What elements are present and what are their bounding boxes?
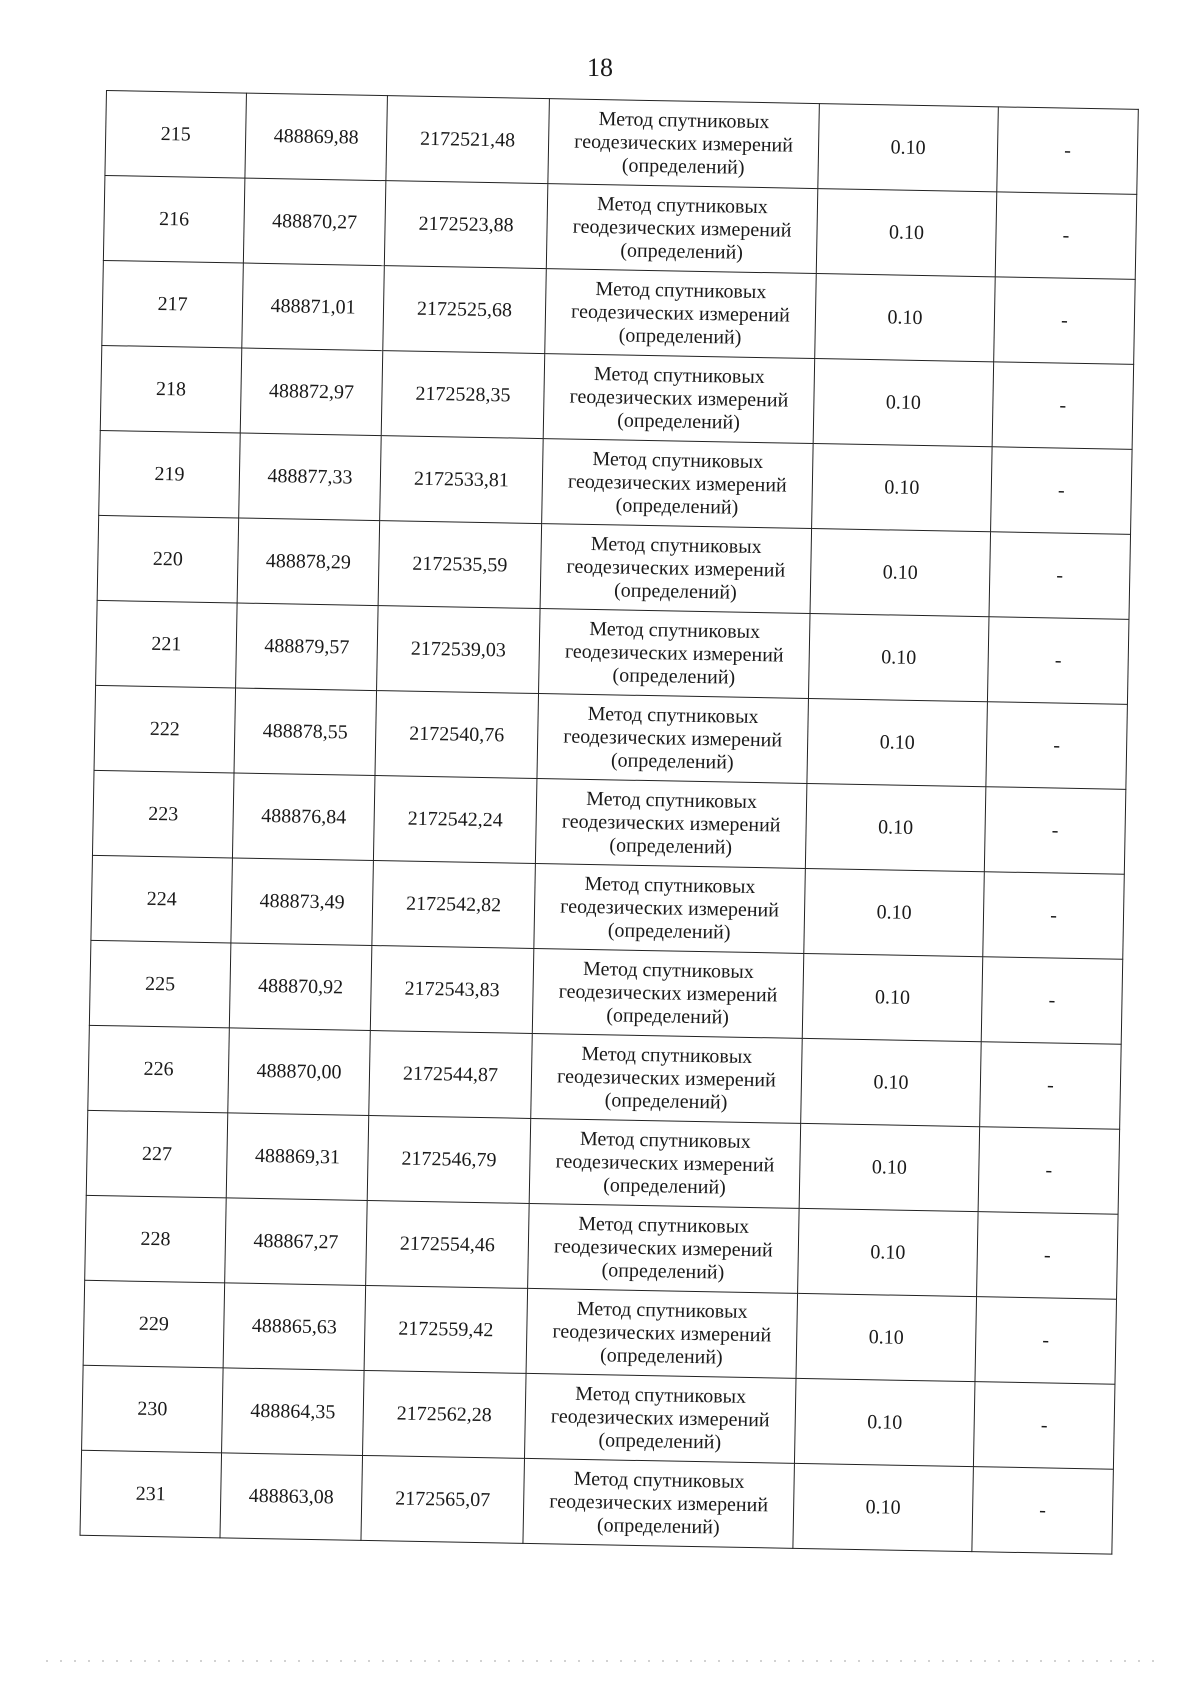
method-cell: [534, 863, 806, 953]
accuracy-cell: 0.10: [818, 104, 999, 192]
method-line: геодезических измерений: [552, 1319, 772, 1346]
x-coordinate-cell: 488878,29: [237, 518, 380, 606]
coordinates-table: [80, 90, 1139, 1555]
y-coordinate-cell: 2172544,87: [369, 1031, 533, 1119]
method-line: Метод спутниковых: [595, 277, 767, 303]
y-coordinate-cell: 2172554,46: [366, 1200, 530, 1288]
method-cell: [526, 1288, 798, 1378]
method-line: геодезических измерений: [549, 1489, 769, 1516]
y-coordinate-cell: 2172528,35: [381, 351, 545, 439]
x-coordinate-cell: 488879,57: [236, 603, 379, 691]
method-line: геодезических измерений: [563, 724, 783, 751]
point-number-cell: 224: [91, 855, 233, 943]
method-cell: [548, 99, 820, 189]
method-line: (определений): [618, 323, 742, 349]
method-line: геодезических измерений: [569, 385, 789, 412]
x-coordinate-cell: 488870,92: [229, 943, 372, 1031]
accuracy-cell: 0.10: [799, 1123, 980, 1211]
note-cell: -: [992, 362, 1134, 450]
y-coordinate-cell: 2172533,81: [380, 436, 544, 524]
scan-noise-line: [40, 1660, 1160, 1662]
method-line: Метод спутниковых: [590, 532, 762, 558]
method-cell: [545, 269, 817, 359]
accuracy-cell: 0.10: [801, 1038, 982, 1126]
method-cell: [535, 779, 807, 869]
y-coordinate-cell: 2172543,83: [370, 946, 534, 1034]
point-number-cell: 215: [105, 91, 247, 179]
x-coordinate-cell: 488863,08: [220, 1453, 363, 1541]
accuracy-cell: 0.10: [808, 613, 989, 701]
method-line: (определений): [620, 238, 744, 264]
point-number-cell: 231: [80, 1450, 222, 1538]
accuracy-cell: 0.10: [807, 698, 988, 786]
x-coordinate-cell: 488872,97: [240, 348, 383, 436]
coordinates-table-body: [80, 91, 1138, 1555]
method-line: геодезических измерений: [570, 300, 791, 327]
method-line: (определений): [604, 1088, 728, 1114]
note-cell: -: [994, 277, 1136, 365]
method-line: (определений): [598, 1428, 722, 1453]
method-line: геодезических измерений: [564, 640, 784, 667]
method-line: Метод спутниковых: [586, 787, 758, 813]
method-cell: [539, 609, 811, 699]
accuracy-cell: 0.10: [813, 359, 994, 447]
method-cell: [546, 184, 818, 274]
method-line: Метод спутниковых: [584, 872, 756, 898]
y-coordinate-cell: 2172562,28: [363, 1370, 527, 1458]
note-cell: -: [997, 107, 1139, 195]
method-line: (определений): [613, 578, 737, 604]
method-line: (определений): [601, 1258, 725, 1284]
method-line: геодезических измерений: [566, 555, 786, 582]
point-number-cell: 222: [94, 685, 236, 773]
point-number-cell: 217: [102, 260, 244, 348]
method-line: (определений): [615, 493, 739, 519]
method-line: геодезических измерений: [558, 979, 778, 1006]
y-coordinate-cell: 2172539,03: [377, 606, 541, 694]
point-number-cell: 220: [97, 515, 239, 603]
x-coordinate-cell: 488876,84: [232, 773, 375, 861]
method-line: геодезических измерений: [574, 130, 794, 157]
method-cell: [540, 524, 812, 614]
y-coordinate-cell: 2172542,24: [373, 776, 537, 864]
x-coordinate-cell: 488877,33: [239, 433, 382, 521]
note-cell: -: [973, 1382, 1115, 1470]
x-coordinate-cell: 488878,55: [234, 688, 377, 776]
page-number: 18: [587, 53, 613, 82]
point-number-cell: 229: [83, 1280, 225, 1368]
method-line: геодезических измерений: [555, 1149, 775, 1176]
method-line: (определений): [610, 748, 734, 774]
accuracy-cell: 0.10: [798, 1208, 979, 1296]
method-line: Метод спутниковых: [593, 362, 765, 388]
accuracy-cell: 0.10: [796, 1293, 977, 1381]
method-line: Метод спутниковых: [587, 702, 759, 728]
method-line: Метод спутниковых: [582, 957, 755, 983]
x-coordinate-cell: 488870,00: [228, 1028, 371, 1116]
y-coordinate-cell: 2172521,48: [386, 96, 550, 184]
method-line: геодезических измерений: [556, 1064, 777, 1091]
note-cell: -: [977, 1212, 1119, 1300]
method-line: Метод спутниковых: [581, 1042, 753, 1068]
y-coordinate-cell: 2172565,07: [361, 1455, 525, 1543]
note-cell: -: [991, 447, 1133, 535]
method-line: Метод спутниковых: [579, 1127, 751, 1153]
method-line: геодезических измерений: [567, 470, 787, 497]
method-cell: [543, 354, 815, 444]
note-cell: -: [983, 872, 1125, 960]
point-number-cell: 223: [92, 770, 234, 858]
method-line: (определений): [607, 918, 731, 944]
method-line: Метод спутниковых: [573, 1467, 745, 1493]
method-line: Метод спутниковых: [576, 1297, 748, 1323]
accuracy-cell: 0.10: [812, 444, 993, 532]
y-coordinate-cell: 2172559,42: [364, 1285, 528, 1373]
note-cell: -: [995, 192, 1137, 280]
point-number-cell: 228: [85, 1195, 227, 1283]
note-cell: -: [980, 1042, 1122, 1130]
method-line: геодезических измерений: [553, 1234, 773, 1261]
x-coordinate-cell: 488867,27: [225, 1198, 368, 1286]
note-cell: -: [975, 1297, 1117, 1385]
coordinates-table-wrapper: [80, 90, 1138, 1555]
point-number-cell: 225: [89, 940, 231, 1028]
point-number-cell: 216: [103, 175, 245, 263]
note-cell: -: [989, 532, 1131, 620]
method-line: Метод спутниковых: [598, 107, 770, 133]
method-line: Метод спутниковых: [578, 1212, 750, 1238]
method-line: геодезических измерений: [572, 215, 792, 242]
method-cell: [532, 948, 804, 1038]
x-coordinate-cell: 488865,63: [223, 1283, 366, 1371]
accuracy-cell: 0.10: [805, 783, 986, 871]
method-cell: [537, 694, 809, 784]
method-cell: [531, 1033, 803, 1123]
note-cell: -: [978, 1127, 1120, 1215]
y-coordinate-cell: 2172523,88: [384, 181, 548, 269]
y-coordinate-cell: 2172525,68: [383, 266, 547, 354]
method-line: Метод спутниковых: [592, 447, 764, 473]
method-cell: [542, 439, 814, 529]
x-coordinate-cell: 488869,31: [226, 1113, 369, 1201]
method-line: (определений): [609, 833, 733, 859]
method-line: геодезических измерений: [560, 894, 780, 921]
point-number-cell: 226: [88, 1025, 230, 1113]
note-cell: -: [986, 702, 1128, 790]
note-cell: -: [987, 617, 1129, 705]
point-number-cell: 227: [86, 1110, 228, 1198]
method-cell: [524, 1373, 796, 1463]
y-coordinate-cell: 2172542,82: [372, 861, 536, 949]
accuracy-cell: 0.10: [794, 1378, 975, 1466]
accuracy-cell: 0.10: [816, 189, 997, 277]
y-coordinate-cell: 2172540,76: [375, 691, 539, 779]
accuracy-cell: 0.10: [815, 274, 996, 362]
x-coordinate-cell: 488871,01: [242, 263, 385, 351]
method-line: (определений): [606, 1003, 730, 1029]
x-coordinate-cell: 488864,35: [222, 1368, 365, 1456]
accuracy-cell: 0.10: [802, 953, 983, 1041]
method-cell: [528, 1203, 800, 1293]
y-coordinate-cell: 2172535,59: [378, 521, 542, 609]
method-line: геодезических измерений: [550, 1404, 770, 1431]
method-line: (определений): [599, 1343, 723, 1369]
table-row: [80, 1450, 1113, 1554]
y-coordinate-cell: 2172546,79: [367, 1115, 531, 1203]
method-line: (определений): [621, 153, 745, 179]
note-cell: -: [972, 1467, 1114, 1555]
method-cell: [523, 1458, 795, 1548]
point-number-cell: 218: [100, 345, 242, 433]
method-line: Метод спутниковых: [589, 617, 761, 643]
x-coordinate-cell: 488870,27: [243, 178, 386, 266]
accuracy-cell: 0.10: [810, 529, 991, 617]
method-line: (определений): [596, 1513, 720, 1538]
method-line: Метод спутниковых: [596, 192, 769, 218]
method-line: геодезических измерений: [561, 809, 781, 836]
point-number-cell: 219: [99, 430, 241, 518]
point-number-cell: 221: [96, 600, 238, 688]
method-line: (определений): [617, 408, 741, 434]
x-coordinate-cell: 488869,88: [245, 93, 388, 181]
method-line: (определений): [612, 663, 736, 689]
method-cell: [529, 1118, 801, 1208]
point-number-cell: 230: [82, 1365, 224, 1453]
accuracy-cell: 0.10: [793, 1463, 974, 1551]
accuracy-cell: 0.10: [804, 868, 985, 956]
method-line: (определений): [602, 1173, 727, 1199]
x-coordinate-cell: 488873,49: [231, 858, 374, 946]
method-line: Метод спутниковых: [575, 1382, 747, 1408]
note-cell: -: [981, 957, 1123, 1045]
note-cell: -: [984, 787, 1126, 875]
